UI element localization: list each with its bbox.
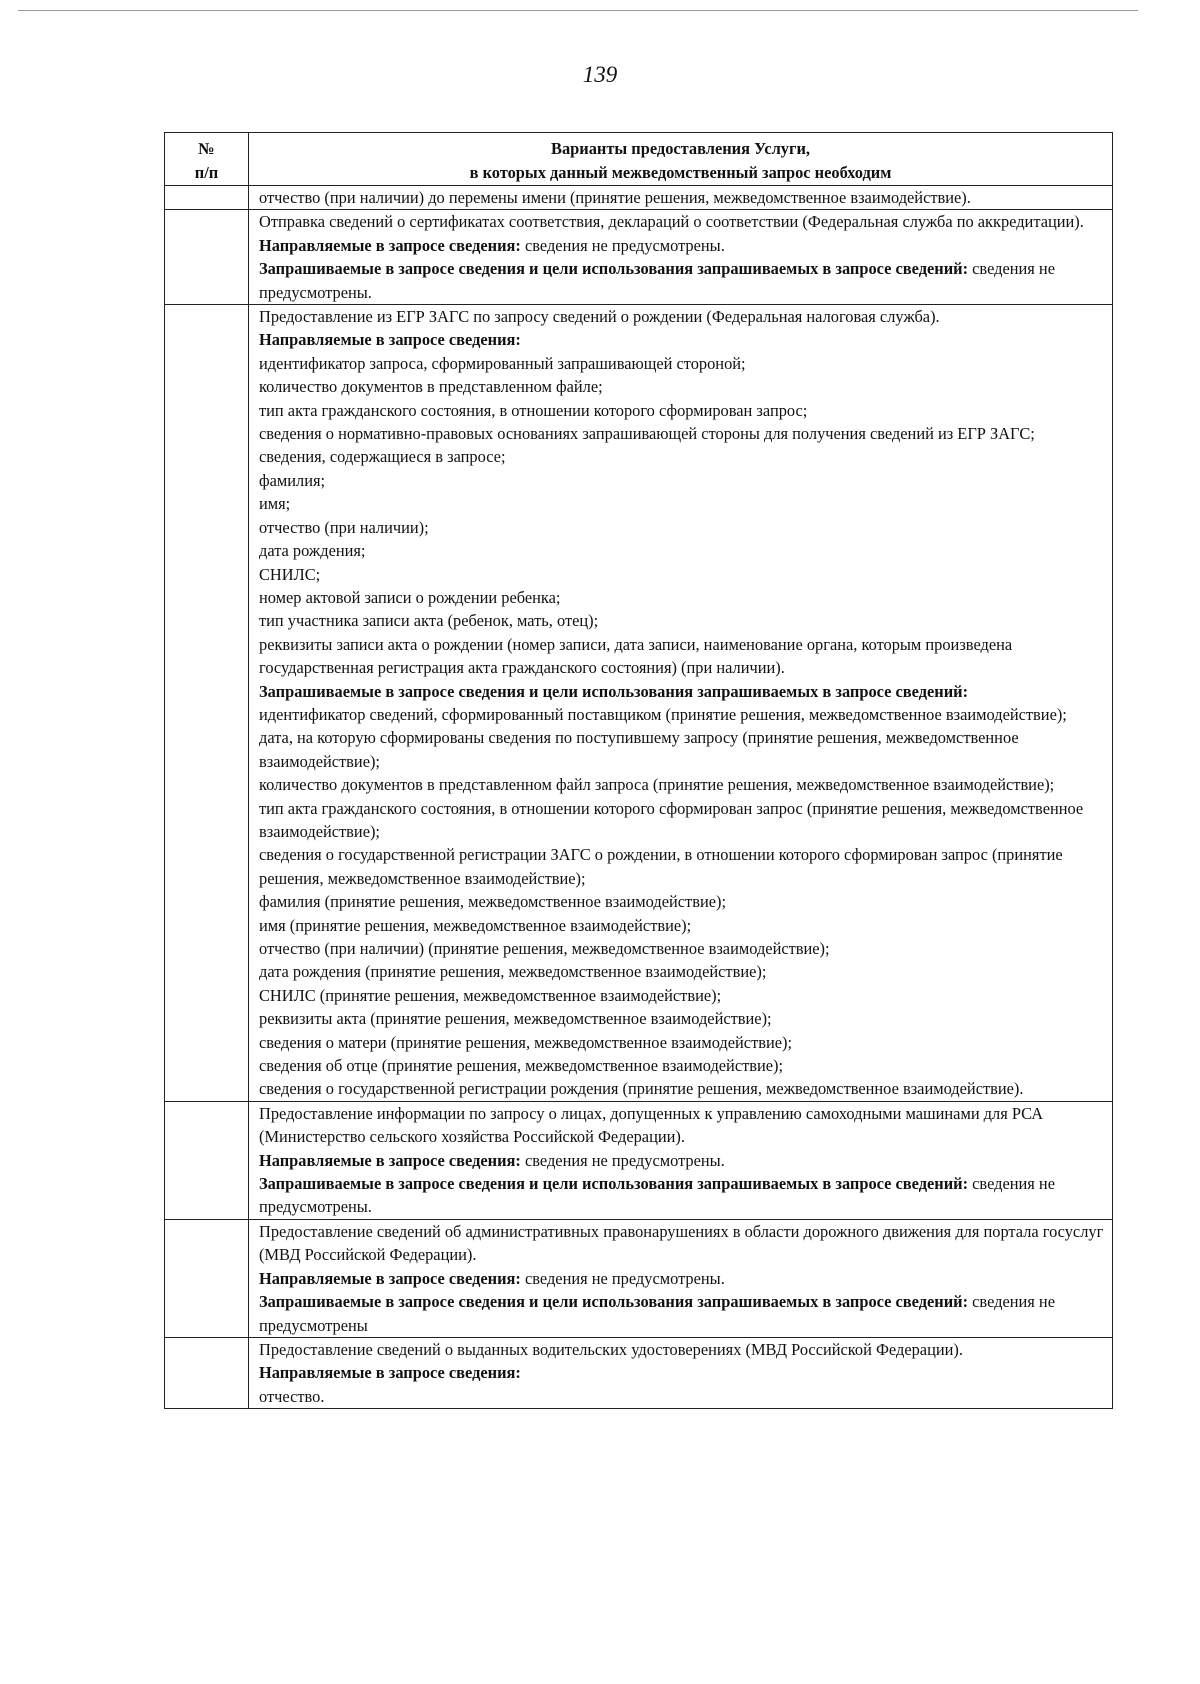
table-row — [165, 186, 1113, 210]
content-line — [259, 1290, 1108, 1337]
content-line: СНИЛС; — [259, 564, 321, 584]
field-label: Запрашиваемые в запросе сведения и цели использования запрашиваемых в запросе сведений: — [259, 259, 969, 279]
table-row — [165, 305, 1113, 1102]
header-title-line: в которых данный межведомственный запрос необходим — [469, 163, 892, 182]
header-num-line: п/п — [194, 163, 219, 182]
header-num-cell — [165, 133, 249, 186]
content-line: имя (принятие решения, межведомственное взаимодействие); — [259, 915, 692, 935]
field-label: Направляемые в запросе сведения: — [259, 1268, 521, 1288]
page-number: 139 — [582, 62, 618, 87]
content-line: тип акта гражданского состояния, в отношении которого сформирован запрос; — [259, 400, 808, 420]
header-num-line: № — [198, 139, 215, 158]
content-line: номер актовой записи о рождении ребенка; — [259, 587, 561, 607]
content-line: сведения о матери (принятие решения, межведомственное взаимодействие); — [259, 1032, 793, 1052]
table-row — [165, 210, 1113, 305]
field-value: сведения не предусмотрены — [259, 1292, 1055, 1335]
row-number-cell — [165, 305, 249, 1102]
services-table — [164, 132, 1113, 1409]
content-line: Предоставление информации по запросу о лицах, допущенных к управлению самоходными машинами для РСА (Министерство сельского хозяйства Российской Федерации). — [259, 1103, 1044, 1147]
content-line: сведения об отце (принятие решения, межведомственное взаимодействие); — [259, 1056, 784, 1076]
content-line: Направляемые в запросе сведения: — [259, 1363, 521, 1383]
header-title-line: Варианты предоставления Услуги, — [551, 139, 810, 158]
content-line: количество документов в представленном файле; — [259, 377, 603, 397]
content-line: Запрашиваемые в запросе сведения и цели использования запрашиваемых в запросе сведений: — [259, 681, 969, 701]
content-line: идентификатор запроса, сформированный запрашивающей стороной; — [259, 353, 746, 373]
content-line: реквизиты записи акта о рождении (номер записи, дата записи, наименование органа, которым произведена государственная регистрация акта гражданского состояния) (при наличии). — [259, 634, 1013, 678]
content-line — [259, 257, 1108, 304]
row-number-cell — [165, 1219, 249, 1337]
field-label: Запрашиваемые в запросе сведения и цели использования запрашиваемых в запросе сведений: — [259, 1174, 969, 1194]
content-line: Предоставление сведений об административных правонарушениях в области дорожного движения для портала госуслуг (МВД Российской Федерации). — [259, 1221, 1104, 1265]
content-line: отчество (при наличии) до перемены имени (принятие решения, межведомственное взаимодействие). — [259, 188, 971, 207]
content-line: отчество (при наличии) (принятие решения, межведомственное взаимодействие); — [259, 939, 830, 958]
table-header-row — [165, 133, 1113, 186]
content-line: Отправка сведений о сертификатах соответствия, деклараций о соответствии (Федеральная служба по аккредитации). — [259, 212, 1084, 232]
row-number-cell — [165, 210, 249, 305]
content-line — [259, 1267, 1108, 1290]
content-line — [259, 234, 1108, 257]
content-line: отчество. — [259, 1386, 325, 1406]
content-line: сведения о государственной регистрации ЗАГС о рождении, в отношении которого сформирован запрос (принятие решения, межведомственное взаимодействие); — [259, 845, 1063, 888]
content-line: тип акта гражданского состояния, в отношении которого сформирован запрос (принятие решения, межведомственное взаимодействие); — [259, 798, 1084, 841]
table-row — [165, 1101, 1113, 1219]
field-value: сведения не предусмотрены. — [520, 1268, 725, 1288]
content-line: дата рождения (принятие решения, межведомственное взаимодействие); — [259, 962, 767, 982]
table-row — [165, 1219, 1113, 1337]
content-line: Предоставление из ЕГР ЗАГС по запросу сведений о рождении (Федеральная налоговая служба). — [259, 307, 940, 327]
content-line: Предоставление сведений о выданных водительских удостоверениях (МВД Российской Федерации). — [259, 1339, 963, 1359]
field-label: Направляемые в запросе сведения: — [259, 235, 521, 255]
row-content-cell — [249, 1219, 1113, 1337]
header-title-cell — [249, 133, 1113, 186]
top-rule — [18, 10, 1138, 11]
row-number-cell — [165, 186, 249, 210]
field-label: Запрашиваемые в запросе сведения и цели использования запрашиваемых в запросе сведений: — [259, 1292, 969, 1312]
content-line: дата, на которую сформированы сведения по поступившему запросу (принятие решения, межведомственное взаимодействие); — [259, 728, 1019, 771]
field-value: сведения не предусмотрены. — [520, 1150, 725, 1170]
content-line: реквизиты акта (принятие решения, межведомственное взаимодействие); — [259, 1009, 772, 1029]
content-line: Направляемые в запросе сведения: — [259, 330, 521, 350]
table-row — [165, 1337, 1113, 1408]
content-line: количество документов в представленном файл запроса (принятие решения, межведомственное взаимодействие); — [259, 775, 1055, 795]
content-line: сведения о нормативно-правовых основаниях запрашивающей стороны для получения сведений из ЕГР ЗАГС; — [259, 424, 1035, 444]
row-content-cell — [249, 1101, 1113, 1219]
content-line: сведения о государственной регистрации рождения (принятие решения, межведомственное взаимодействие). — [259, 1079, 1024, 1099]
row-content-cell — [249, 186, 1113, 210]
row-content-cell — [249, 305, 1113, 1102]
row-number-cell — [165, 1337, 249, 1408]
row-content-cell — [249, 210, 1113, 305]
field-value: сведения не предусмотрены. — [259, 259, 1055, 302]
content-line: фамилия (принятие решения, межведомственное взаимодействие); — [259, 892, 726, 912]
content-line: фамилия; — [259, 470, 326, 490]
content-line: тип участника записи акта (ребенок, мать, отец); — [259, 611, 599, 631]
content-line: СНИЛС (принятие решения, межведомственное взаимодействие); — [259, 985, 722, 1005]
field-value: сведения не предусмотрены. — [259, 1174, 1055, 1217]
field-label: Направляемые в запросе сведения: — [259, 1150, 521, 1170]
content-line — [259, 1149, 1108, 1172]
content-line: идентификатор сведений, сформированный поставщиком (принятие решения, межведомственное взаимодействие); — [259, 704, 1067, 724]
row-number-cell — [165, 1101, 249, 1219]
content-line: имя; — [259, 494, 291, 514]
content-line: отчество (при наличии); — [259, 517, 429, 537]
table-body — [165, 186, 1113, 1409]
content-line: сведения, содержащиеся в запросе; — [259, 447, 506, 467]
field-value: сведения не предусмотрены. — [520, 235, 725, 255]
content-line: дата рождения; — [259, 541, 366, 561]
content-line — [259, 1172, 1108, 1219]
row-content-cell — [249, 1337, 1113, 1408]
